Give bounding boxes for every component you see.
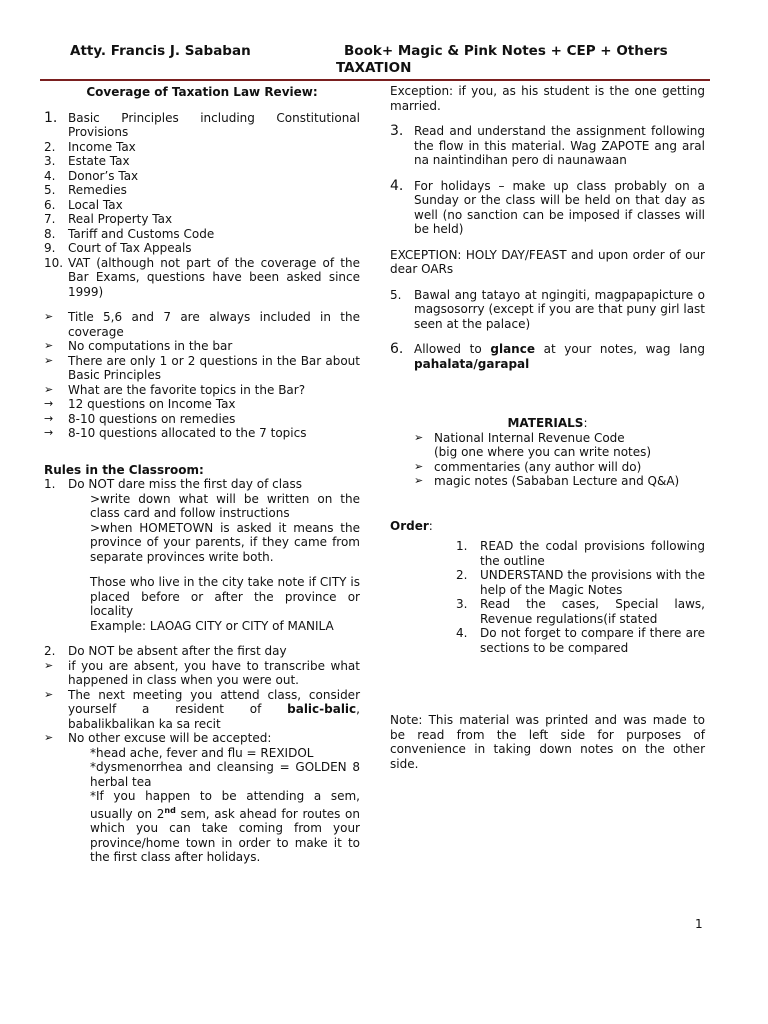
order-item-num: 4. [456, 626, 468, 640]
order-item-text: Read the cases, Special laws, Revenue regulations(if stated [480, 597, 705, 626]
bar-topics-list [44, 397, 360, 441]
list-item [44, 140, 360, 155]
coverage-list [44, 111, 360, 300]
item-3-num: 3. [390, 123, 404, 139]
rule-2-bullet-2-post: , babalikbalikan ka sa recit [68, 702, 360, 731]
bar-notes-list [44, 310, 360, 397]
arrowhead-bullet-icon: ➢ [414, 430, 424, 444]
order-colon: : [428, 518, 433, 533]
header-author: Atty. Francis J. Sababan [70, 43, 251, 59]
excuse-3-post: sem, ask ahead for routes on which you can take coming from your province/home town in order to make it to the first class after holidays. [90, 806, 361, 864]
coverage-item-text: Remedies [68, 183, 127, 197]
list-item [44, 659, 360, 688]
header-subtitle: TAXATION [336, 60, 412, 76]
coverage-item-text: Real Property Tax [68, 212, 173, 226]
exception-2: EXCEPTION: HOLY DAY/FEAST and upon order of our dear OARs [390, 247, 705, 276]
item-6-num: 6. [390, 341, 404, 357]
coverage-item-num: 7. [44, 212, 56, 226]
header-divider [40, 79, 710, 81]
excuse-3-pre: *If you happen to be attending a sem, usually on 2 [90, 789, 360, 821]
order-item-text: UNDERSTAND the provisions with the help of the Magic Notes [480, 568, 705, 597]
arrowhead-bullet-icon: ➢ [44, 339, 54, 352]
bar-note-text: Title 5,6 and 7 are always included in the coverage [68, 310, 360, 339]
item-6-bold-pahalata: pahalata/garapal [414, 356, 530, 371]
coverage-item-num: 1. [44, 109, 58, 126]
rule-2-bullet-3: No other excuse will be accepted: [68, 731, 272, 745]
coverage-item-num: 3. [44, 154, 56, 168]
bar-topic-text: 8-10 questions allocated to the 7 topics [68, 426, 307, 440]
item-3-text: Read and understand the assignment following the flow in this material. Wag ZAPOTE ang aral na naintindihan pero di naunawaan [414, 124, 705, 167]
arrowhead-bullet-icon: ➢ [44, 658, 54, 672]
excuse-3 [44, 789, 360, 865]
excuse-1: *head ache, fever and flu = REXIDOL [90, 745, 314, 760]
list-item [414, 474, 705, 489]
order-list [390, 539, 705, 655]
list-item [44, 354, 360, 383]
materials-list [390, 431, 705, 489]
coverage-item-text: Income Tax [68, 139, 136, 154]
coverage-item-text: Basic Principles including Constitutional Provisions [68, 110, 360, 139]
excuse-3-sup: nd [164, 805, 176, 815]
order-title [390, 519, 705, 534]
right-arrow-icon: → [44, 397, 54, 410]
list-item [44, 339, 360, 354]
rule-1-text: Do NOT dare miss the first day of class [68, 477, 302, 491]
list-item [456, 568, 705, 597]
printing-note: Note: This material was printed and was made to be read from the left side for purposes of convenience in taking down notes on the other side. [390, 713, 705, 771]
item-5-num: 5. [390, 287, 402, 302]
bar-note-text: What are the favorite topics in the Bar? [68, 382, 306, 397]
coverage-item-num: 4. [44, 168, 56, 183]
material-text: National Internal Revenue Code [434, 430, 625, 445]
page-number: 1 [695, 917, 703, 931]
item-6-bold-glance: glance [490, 342, 535, 356]
material-text: magic notes (Sababan Lecture and Q&A) [434, 474, 680, 488]
arrowhead-bullet-icon: ➢ [44, 353, 54, 367]
item-4-text: For holidays – make up class probably on a Sunday or the class will be held on that day as well (no sanction can be imposed if classes will be held) [414, 178, 705, 236]
order-title-text: Order [390, 518, 429, 533]
coverage-item-num: 10. [44, 255, 64, 270]
list-item [414, 460, 705, 475]
bar-topic-text: 12 questions on Income Tax [68, 397, 236, 411]
material-text: commentaries (any author will do) [434, 459, 642, 474]
list-item [456, 597, 705, 626]
materials-colon: : [583, 416, 588, 430]
rule-1-sub-3: Those who live in the city take note if CITY is placed before or after the province or locality [90, 575, 360, 618]
list-item [44, 198, 360, 213]
right-arrow-icon: → [44, 426, 54, 439]
arrowhead-bullet-icon: ➢ [414, 474, 424, 487]
material-subtext: (big one where you can write notes) [434, 445, 652, 459]
exception-1: Exception: if you, as his student is the one getting married. [390, 84, 705, 113]
rule-1-sub-1: >write down what will be written on the class card and follow instructions [90, 491, 360, 520]
list-item [414, 431, 705, 460]
materials-title-text: MATERIALS [507, 416, 584, 430]
item-5 [390, 288, 705, 332]
left-column [44, 84, 360, 865]
list-item [44, 412, 360, 427]
rule-1 [44, 477, 360, 492]
materials-title [390, 416, 705, 431]
coverage-item-text: Tariff and Customs Code [68, 226, 215, 241]
bar-note-text: No computations in the bar [68, 339, 233, 353]
list-item [44, 111, 360, 140]
coverage-item-num: 5. [44, 183, 56, 197]
list-item [44, 426, 360, 441]
list-item [44, 183, 360, 198]
list-item [44, 154, 360, 169]
item-6-mid: at your notes, wag lang [534, 342, 705, 356]
rule-2-num: 2. [44, 644, 56, 658]
item-4-num: 4. [390, 177, 404, 194]
coverage-title: Coverage of Taxation Law Review: [86, 85, 318, 99]
arrowhead-bullet-icon: ➢ [44, 731, 54, 744]
list-item [44, 169, 360, 184]
coverage-item-num: 8. [44, 226, 56, 241]
rule-2-bullet-2-pre: The next meeting you attend class, consider yourself a resident of [68, 687, 360, 716]
order-item-num: 1. [456, 539, 468, 553]
order-item-num: 3. [456, 597, 468, 611]
rule-2 [44, 644, 360, 659]
item-6 [390, 342, 705, 371]
item-4 [390, 179, 705, 237]
coverage-item-text: Court of Tax Appeals [68, 241, 192, 255]
order-item-num: 2. [456, 568, 468, 582]
rule-2-bullet-2-bold: balic-balic [287, 702, 357, 716]
right-arrow-icon: → [44, 411, 54, 425]
header-title: Book+ Magic & Pink Notes + CEP + Others [344, 43, 668, 59]
arrowhead-bullet-icon: ➢ [44, 382, 54, 396]
list-item [44, 310, 360, 339]
bar-note-text: There are only 1 or 2 questions in the Bar about Basic Principles [68, 353, 360, 382]
rule-1-num: 1. [44, 477, 56, 491]
rule-1-sub-4: Example: LAOAG CITY or CITY of MANILA [90, 618, 334, 633]
coverage-item-text: VAT (although not part of the coverage of the Bar Exams, questions have been asked since 1999) [68, 255, 360, 299]
rule-2-bullet-1: if you are absent, you have to transcribe what happened in class when you were out. [68, 658, 360, 687]
list-item [456, 539, 705, 568]
arrowhead-bullet-icon: ➢ [44, 310, 54, 323]
order-item-text: Do not forget to compare if there are sections to be compared [480, 626, 705, 655]
rules-title: Rules in the Classroom: [44, 462, 204, 477]
item-6-pre: Allowed to [414, 342, 491, 356]
list-item [44, 212, 360, 227]
arrowhead-bullet-icon: ➢ [414, 459, 424, 473]
order-item-text: READ the codal provisions following the outline [480, 539, 705, 568]
list-item [44, 397, 360, 412]
item-5-text: Bawal ang tatayo at ngingiti, magpapapicture o magsosorry (except if you are that puny girl last seen at the palace) [414, 287, 705, 331]
item-3 [390, 124, 705, 168]
coverage-item-text: Donor’s Tax [68, 168, 139, 183]
coverage-item-num: 2. [44, 139, 56, 154]
list-item [44, 227, 360, 242]
coverage-item-num: 6. [44, 197, 56, 212]
coverage-item-num: 9. [44, 241, 56, 255]
rule-2-bullets [44, 659, 360, 746]
coverage-item-text: Estate Tax [68, 154, 130, 168]
list-item [44, 241, 360, 256]
rule-2-text: Do NOT be absent after the first day [68, 644, 287, 658]
list-item [44, 383, 360, 398]
arrowhead-bullet-icon: ➢ [44, 687, 54, 701]
list-item [456, 626, 705, 655]
right-column [390, 84, 705, 771]
list-item [44, 731, 360, 746]
list-item [44, 688, 360, 732]
list-item [44, 256, 360, 300]
bar-topic-text: 8-10 questions on remedies [68, 411, 236, 426]
excuse-2: *dysmenorrhea and cleansing = GOLDEN 8 herbal tea [90, 760, 360, 789]
coverage-item-text: Local Tax [68, 197, 123, 212]
rule-1-sub-2: >when HOMETOWN is asked it means the province of your parents, if they came from separate provinces write both. [90, 520, 360, 564]
